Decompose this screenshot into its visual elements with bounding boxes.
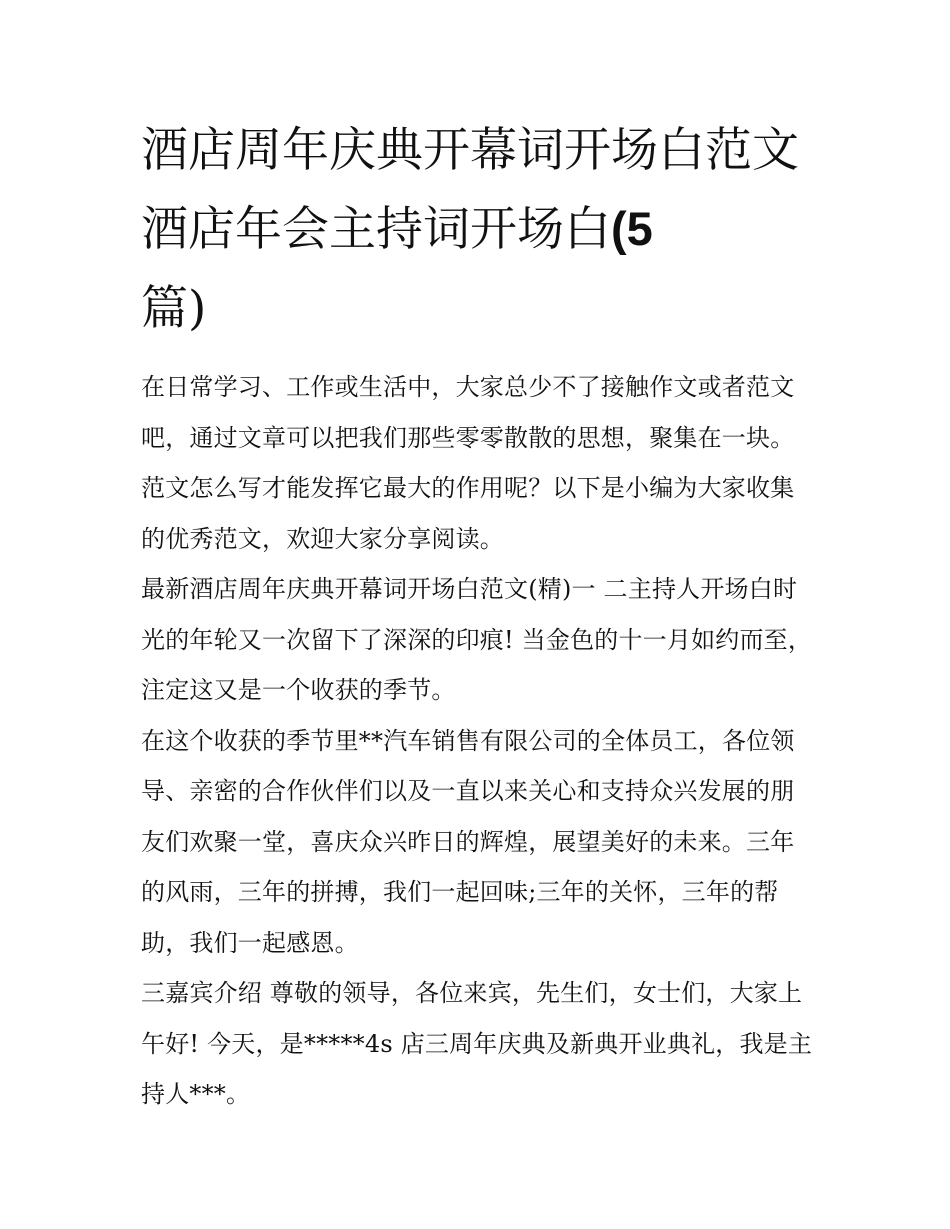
document-content <box>141 112 813 1120</box>
title-text: 酒店周年庆典开幕词开场白范文 酒店年会主持词开场白 <box>141 123 799 257</box>
paragraph-guests: 三嘉宾介绍 尊敬的领导，各位来宾，先生们，女士们，大家上午好! 今天，是*****4s 店三周年庆典及新典开业典礼，我是主持人***。 <box>141 979 813 1108</box>
title-count: (5 <box>611 202 653 255</box>
document-body <box>141 362 813 1120</box>
paragraph-intro: 在日常学习、工作或生活中，大家总少不了接触作文或者范文吧，通过文章可以把我们那些零零散散的思想，聚集在一块。范文怎么写才能发挥它最大的作用呢？以下是小编为大家收集的优秀范文，欢迎大家分享阅读。 <box>141 373 795 553</box>
title-tail: 篇) <box>141 281 207 336</box>
paragraph-opening: 最新酒店周年庆典开幕词开场白范文(精)一 二主持人开场白时光的年轮又一次留下了深深的印痕! 当金色的十一月如约而至，注定这又是一个收获的季节。 <box>141 575 813 704</box>
paragraph-celebration: 在这个收获的季节里**汽车销售有限公司的全体员工，各位领导、亲密的合作伙伴们以及一直以来关心和支持众兴发展的朋友们欢聚一堂，喜庆众兴昨日的辉煌，展望美好的未来。三年的风雨，三年的拼搏，我们一起回味;三年的关怀，三年的帮助，我们一起感恩。 <box>141 726 795 957</box>
document-title <box>141 112 813 348</box>
